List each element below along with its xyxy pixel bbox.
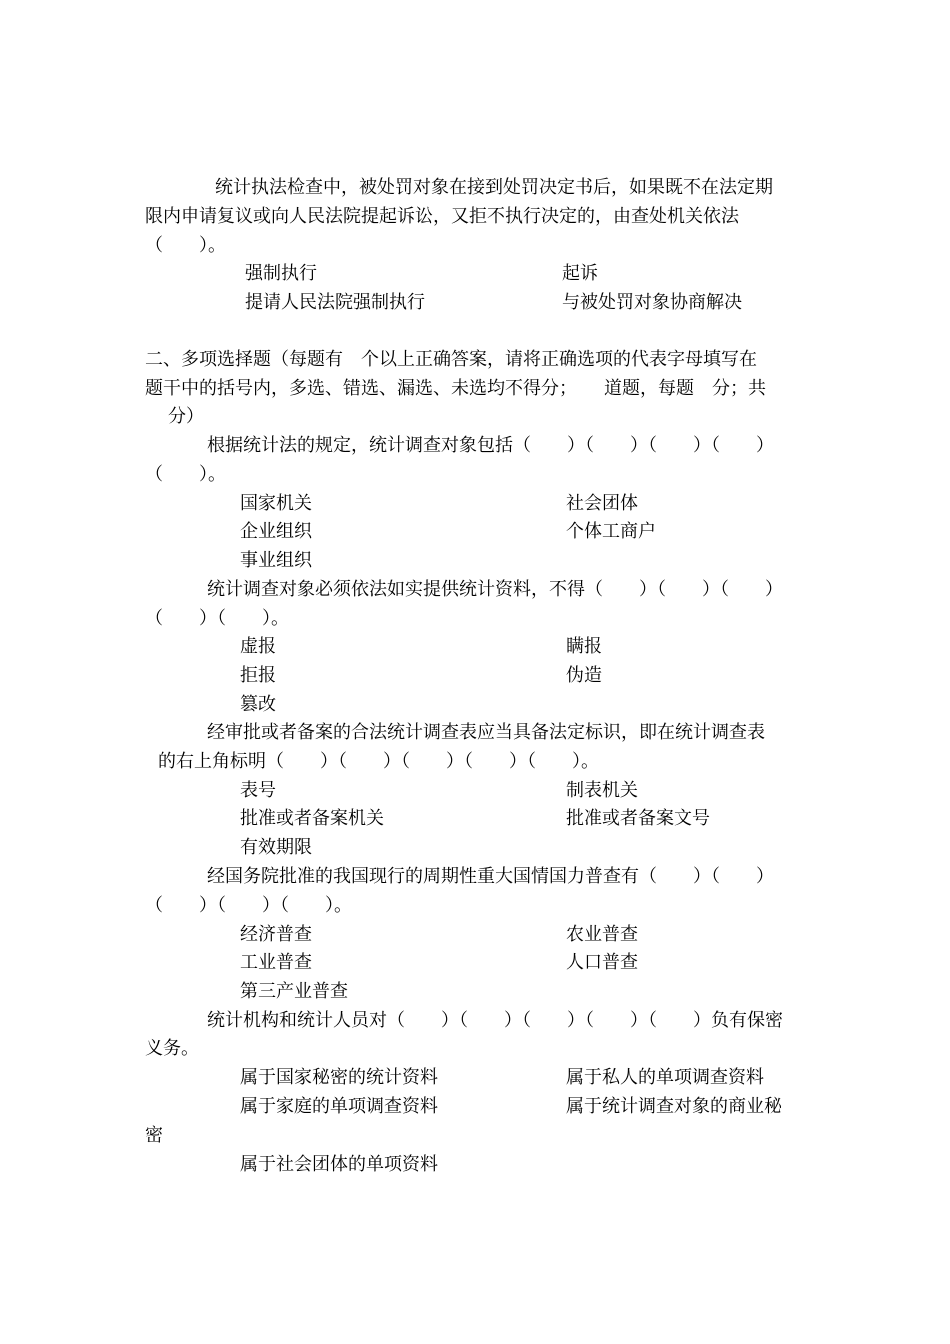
- option-e: 属于社会团体的单项资料: [240, 1154, 438, 1175]
- question-stem-line: （ ）（ ）（ ）。: [145, 895, 352, 916]
- option-d: 个体工商户: [566, 521, 656, 542]
- option-d: 伪造: [566, 665, 602, 686]
- option-e: 篡改: [240, 694, 276, 715]
- option-a: 强制执行: [245, 263, 317, 284]
- question-stem-line: 的右上角标明（ ）（ ）（ ）（ ）（ ）。: [158, 751, 599, 772]
- question-stem-line: 义务。: [145, 1038, 199, 1059]
- option-a: 表号: [240, 780, 276, 801]
- section-heading: 题干中的括号内，多选、错选、漏选、未选均不得分； 道题，每题 分；共: [145, 378, 766, 399]
- option-d: 与被处罚对象协商解决: [562, 292, 742, 313]
- option-c: 拒报: [240, 665, 276, 686]
- question-stem-line: （ ）（ ）。: [145, 608, 289, 629]
- option-e: 事业组织: [240, 550, 312, 571]
- option-b: 制表机关: [566, 780, 638, 801]
- question-stem-line: 经审批或者备案的合法统计调查表应当具备法定标识，即在统计调查表: [207, 722, 765, 743]
- option-a: 经济普查: [240, 924, 312, 945]
- option-b: 起诉: [562, 263, 598, 284]
- option-d-wrap: 密: [145, 1125, 163, 1146]
- option-b: 瞒报: [566, 636, 602, 657]
- question-stem-line: 统计调查对象必须依法如实提供统计资料，不得（ ）（ ）（ ）: [207, 579, 783, 600]
- question-stem-line: 统计执法检查中，被处罚对象在接到处罚决定书后，如果既不在法定期: [215, 177, 773, 198]
- question-stem-line: 限内申请复议或向人民法院提起诉讼，又拒不执行决定的，由查处机关依法: [145, 206, 739, 227]
- option-b: 属于私人的单项调查资料: [566, 1067, 764, 1088]
- question-stem-line: 统计机构和统计人员对（ ）（ ）（ ）（ ）（ ）负有保密: [207, 1010, 783, 1031]
- option-d: 批准或者备案文号: [566, 808, 710, 829]
- question-stem-line: 经国务院批准的我国现行的周期性重大国情国力普查有（ ）（ ）: [207, 866, 774, 887]
- option-a: 国家机关: [240, 493, 312, 514]
- option-e: 第三产业普查: [240, 981, 348, 1002]
- section-heading: 二、多项选择题（每题有 个以上正确答案，请将正确选项的代表字母填写在: [145, 349, 757, 370]
- option-c: 工业普查: [240, 952, 312, 973]
- option-e: 有效期限: [240, 837, 312, 858]
- option-b: 社会团体: [566, 493, 638, 514]
- option-a: 虚报: [240, 636, 276, 657]
- option-b: 农业普查: [566, 924, 638, 945]
- option-a: 属于国家秘密的统计资料: [240, 1067, 438, 1088]
- option-d: 属于统计调查对象的商业秘: [566, 1096, 782, 1117]
- question-stem-line: （ ）。: [145, 464, 226, 485]
- option-d: 人口普查: [566, 952, 638, 973]
- question-stem-line: 根据统计法的规定，统计调查对象包括（ ）（ ）（ ）（ ）: [207, 435, 774, 456]
- option-c: 批准或者备案机关: [240, 808, 384, 829]
- option-c: 企业组织: [240, 521, 312, 542]
- option-c: 属于家庭的单项调查资料: [240, 1096, 438, 1117]
- option-c: 提请人民法院强制执行: [245, 292, 425, 313]
- section-heading: 分）: [168, 406, 204, 427]
- question-stem-line: （ ）。: [145, 235, 226, 256]
